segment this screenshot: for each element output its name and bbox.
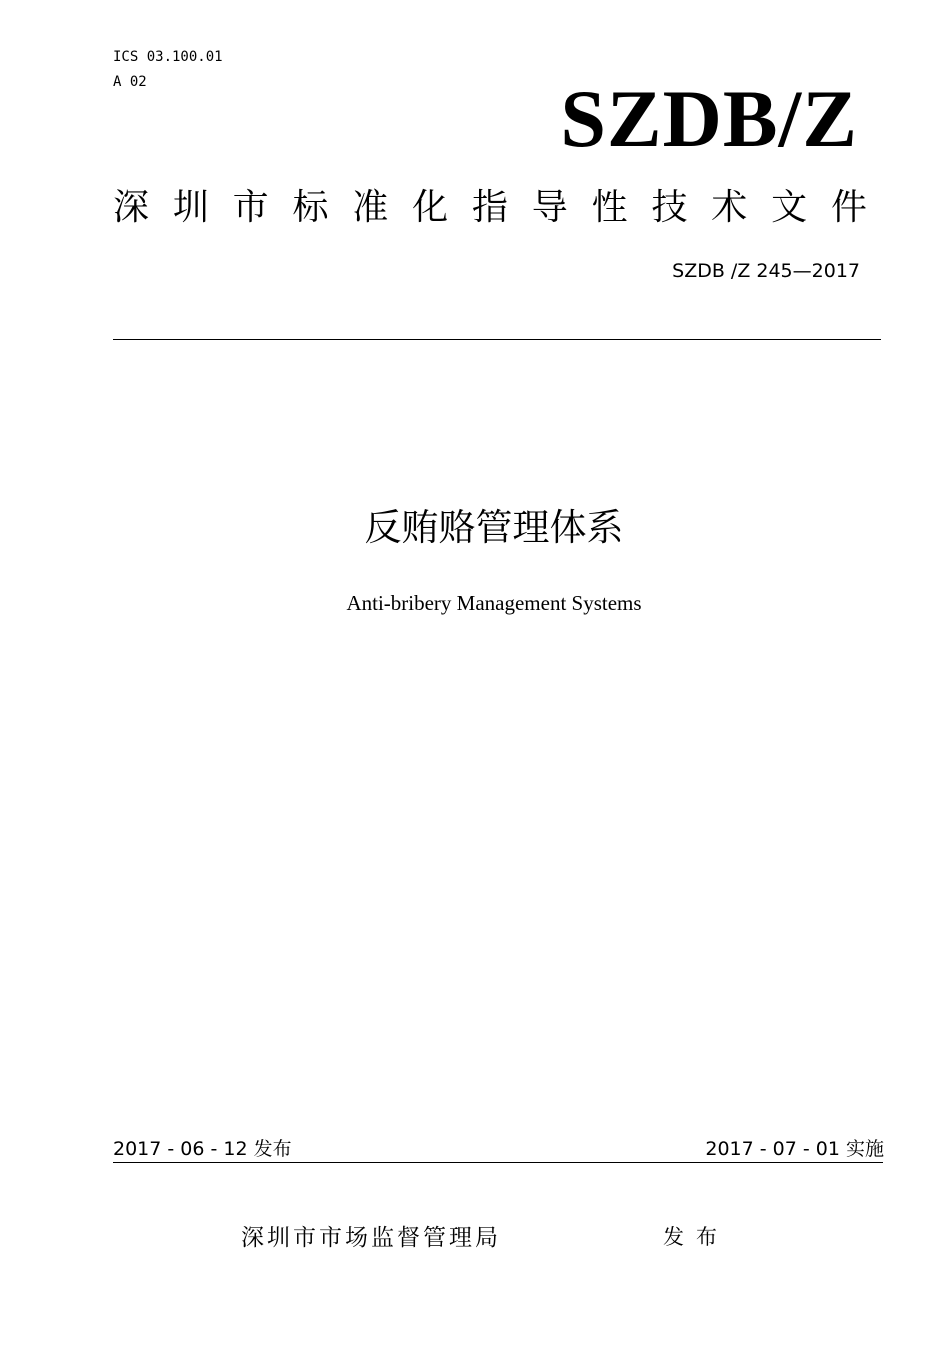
doc-type-char: 技 — [651, 187, 688, 228]
implementation-date: 2017 - 07 - 01 实施 — [705, 1138, 884, 1160]
document-number: SZDB /Z 245—2017 — [672, 260, 860, 282]
doc-type-char: 指 — [471, 187, 508, 228]
header-divider — [113, 339, 881, 340]
doc-type-char: 准 — [352, 187, 389, 228]
title-chinese: 反贿赂管理体系 — [364, 506, 624, 549]
doc-type-char: 件 — [830, 187, 867, 228]
doc-type-char: 标 — [292, 187, 329, 228]
issue-date: 2017 - 06 - 12 发布 — [113, 1138, 292, 1160]
document-type-heading — [113, 184, 867, 232]
doc-type-char: 术 — [711, 187, 748, 228]
ics-code: ICS 03.100.01 — [113, 49, 223, 65]
doc-type-char: 性 — [591, 187, 628, 228]
doc-type-char: 市 — [232, 187, 269, 228]
doc-type-char: 导 — [531, 187, 568, 228]
publish-label: 发布 — [663, 1225, 729, 1249]
publisher-name: 深圳市市场监督管理局 — [241, 1225, 501, 1251]
doc-type-char: 深 — [113, 187, 150, 228]
title-english: Anti-bribery Management Systems — [346, 591, 642, 615]
classification-code: A 02 — [113, 74, 147, 90]
standard-code-logo: SZDB/Z — [560, 73, 858, 164]
doc-type-char: 化 — [412, 187, 449, 228]
doc-type-char: 文 — [771, 187, 808, 228]
footer-divider — [113, 1162, 883, 1163]
doc-type-char: 圳 — [172, 187, 209, 228]
